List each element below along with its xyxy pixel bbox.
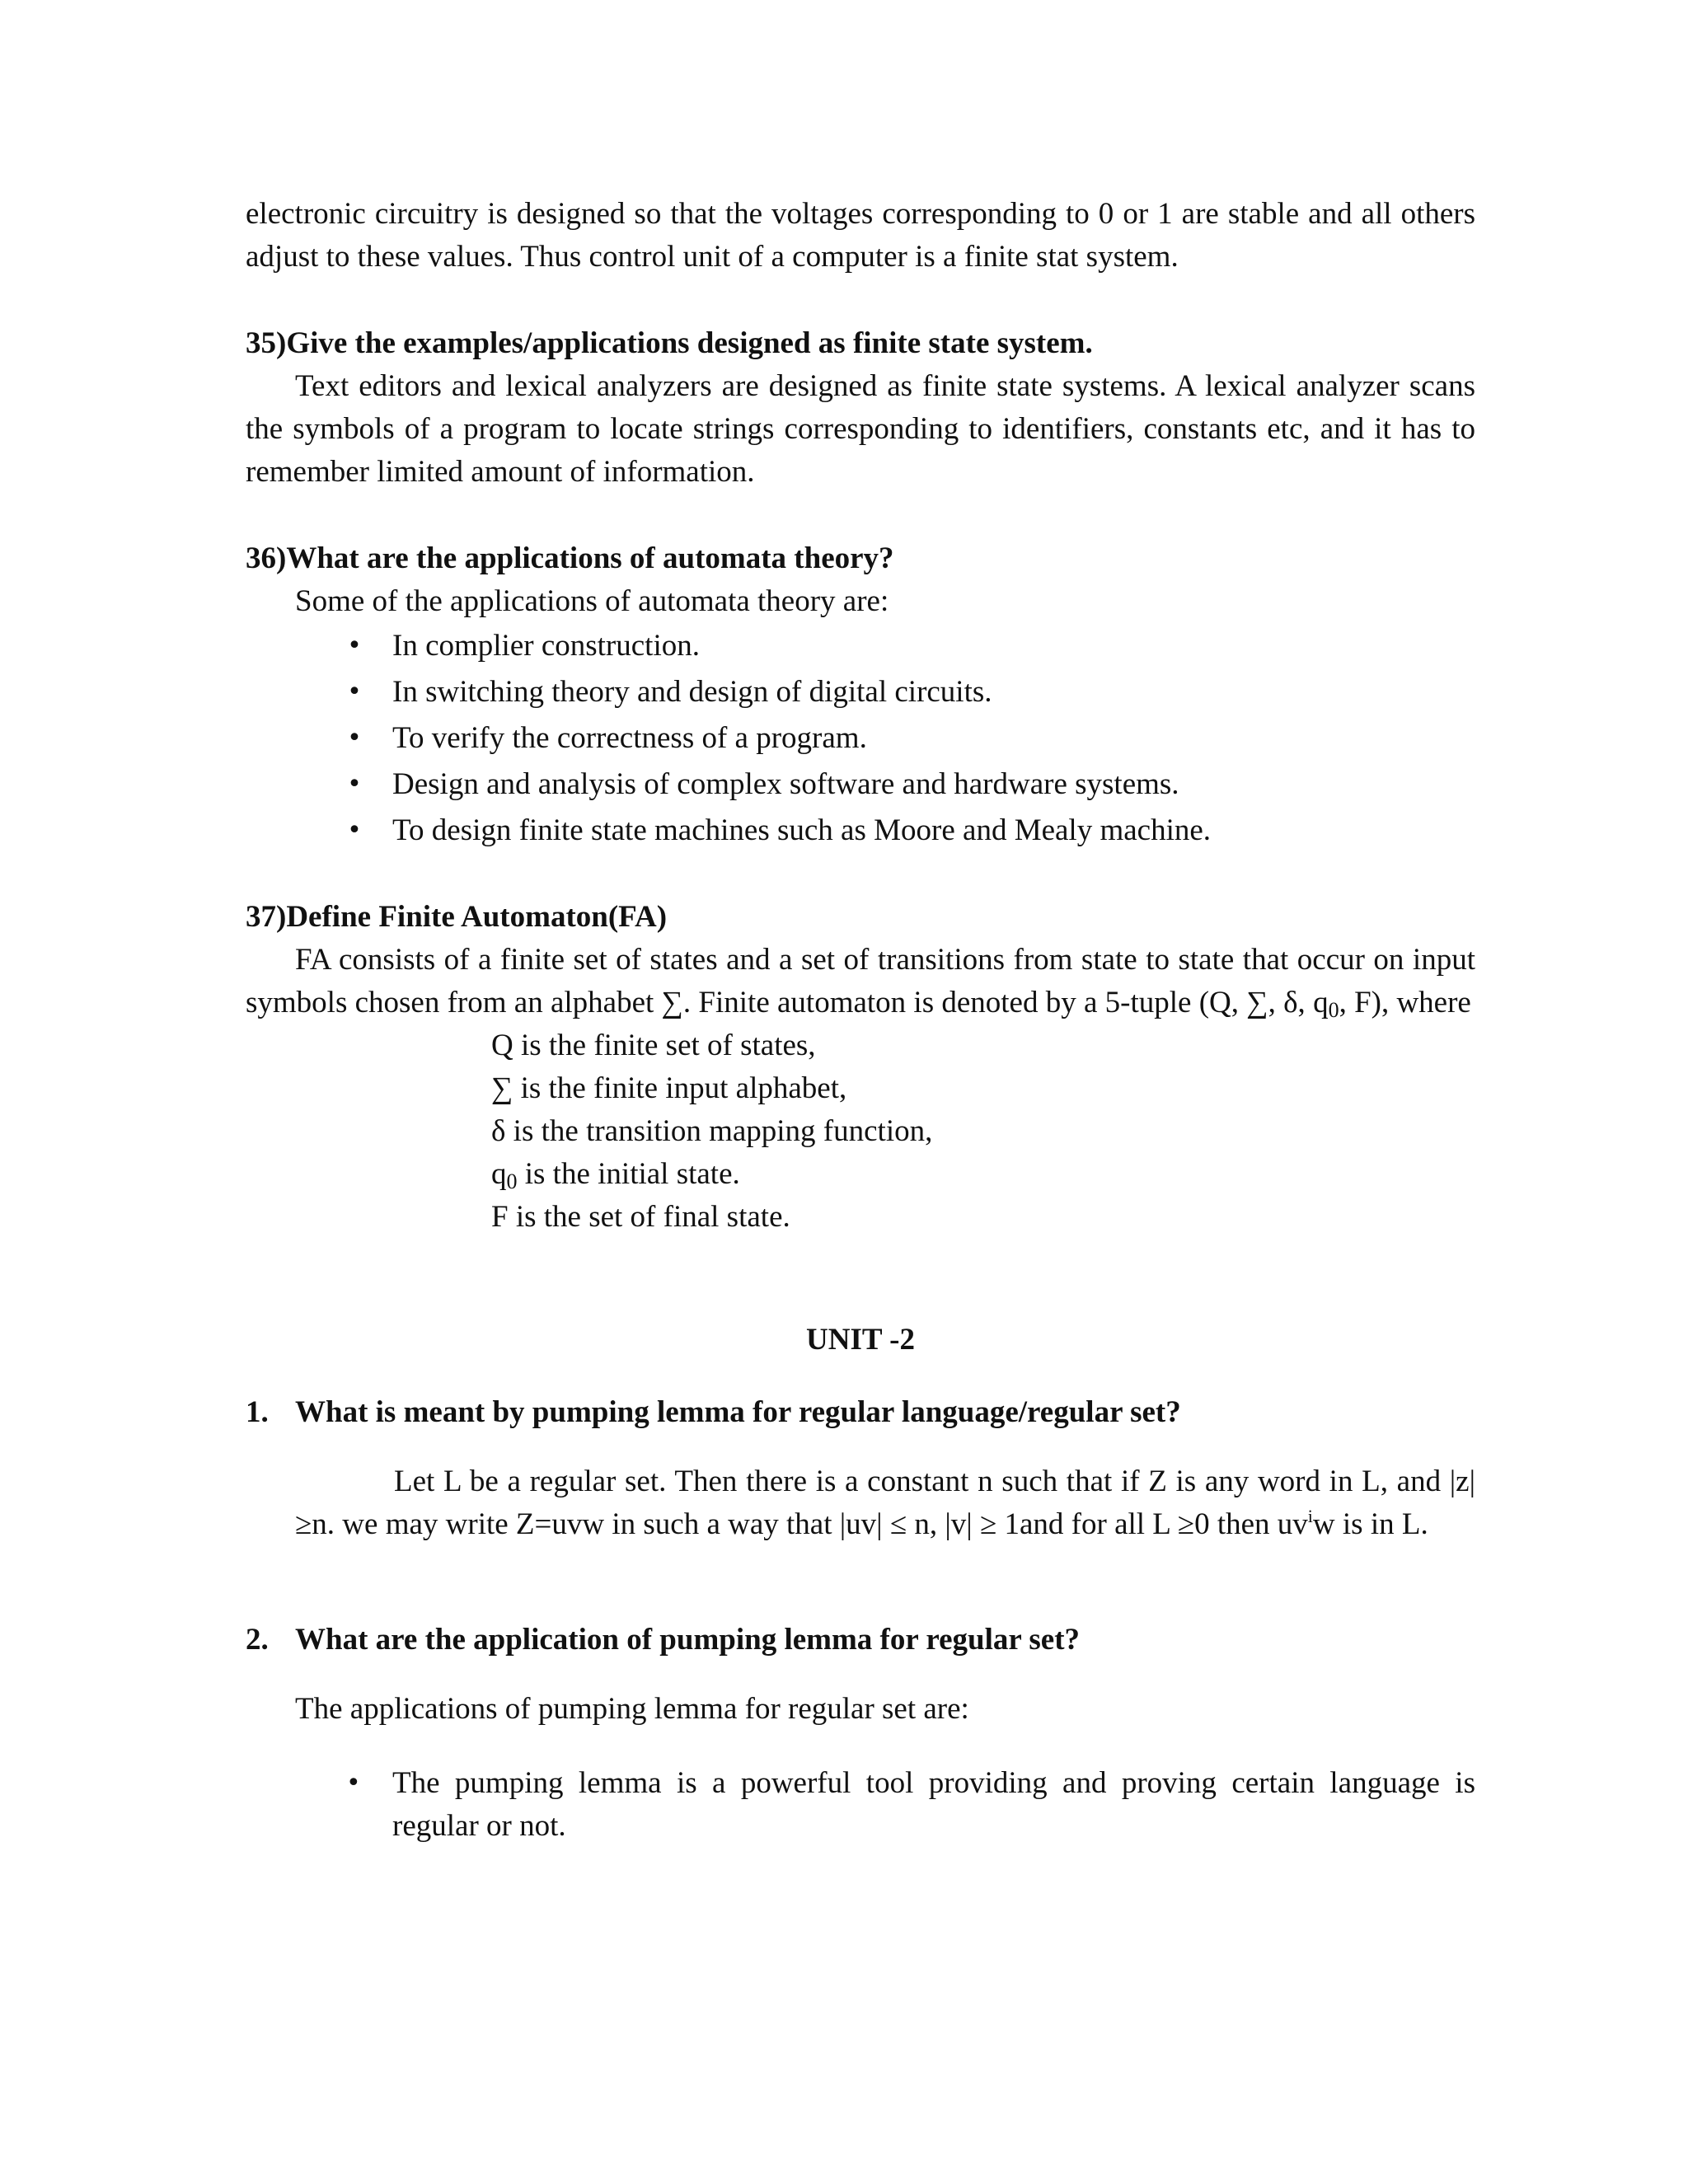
list-item: • The pumping lemma is a powerful tool providing and proving certain language is regular or not.	[392, 1762, 1475, 1848]
list-item: • Design and analysis of complex software and hardware systems.	[392, 762, 1475, 808]
unit2-question-2-heading: 2. What are the application of pumping lemma for regular set?	[246, 1619, 1475, 1661]
definition-line: Q is the finite set of states,	[491, 1029, 816, 1062]
question-number: 1.	[246, 1395, 269, 1429]
definition-line: δ is the transition mapping function,	[491, 1114, 933, 1148]
definition-line: ∑ is the finite input alphabet,	[491, 1071, 847, 1105]
bullet-icon: •	[347, 770, 362, 799]
unit2-question-1-heading: 1. What is meant by pumping lemma for regular language/regular set?	[246, 1391, 1475, 1434]
bullet-icon: •	[347, 631, 362, 660]
question-36	[246, 537, 1475, 854]
unit-heading-block	[246, 1319, 1475, 1361]
question-37-definitions	[491, 1024, 1475, 1239]
list-item: • To verify the correctness of a program.	[392, 715, 1475, 762]
question-37-heading: 37)Define Finite Automaton(FA)	[246, 900, 668, 934]
question-37	[246, 896, 1475, 1239]
bullet-icon: •	[346, 1769, 361, 1797]
question-35-answer: Text editors and lexical analyzers are designed as finite state systems. A lexical analyzer scans the symbols of a program to locate strings corresponding to identifiers, constants etc, and it has to remember limited amount of information.	[246, 369, 1475, 489]
continuation-paragraph: electronic circuitry is designed so that the voltages corresponding to 0 or 1 are stable and all others adjust to these values. Thus control unit of a computer is a finite stat system.	[246, 197, 1475, 274]
bullet-icon: •	[347, 724, 362, 752]
question-35	[246, 322, 1475, 494]
question-35-heading: 35)Give the examples/applications designed as finite state system.	[246, 326, 1093, 360]
definition-line: F is the set of final state.	[491, 1200, 790, 1234]
question-36-heading: 36)What are the applications of automata theory?	[246, 541, 894, 575]
question-36-bullet-list	[246, 623, 1475, 854]
unit-title: UNIT -2	[806, 1323, 915, 1357]
question-36-intro: Some of the applications of automata theory are:	[295, 584, 889, 618]
question-37-answer: FA consists of a finite set of states and a set of transitions from state to state that occur on input symbols chosen from an alphabet ∑. Finite automaton is denoted by a 5-tuple (Q, ∑, δ, $q_0$, F), where	[246, 943, 1475, 1022]
list-item: • In complier construction.	[392, 623, 1475, 669]
list-item: • To design finite state machines such as Moore and Mealy machine.	[392, 808, 1475, 854]
definition-line: $q_0$ is the initial state.	[491, 1157, 740, 1193]
question-number: 2.	[246, 1623, 269, 1657]
continuation-block	[246, 193, 1475, 279]
unit2-question-2-bullet-list	[246, 1762, 1475, 1848]
unit2-question-1-answer: Let L be a regular set. Then there is a constant n such that if Z is any word in L, and |z|≥n. we may write Z=uvw in such a way that |uv| ≤ n, |v| ≥ 1and for all L ≥0 then $uv^iw$ is in L.	[295, 1465, 1475, 1541]
unit2-question-2-intro: The applications of pumping lemma for regular set are:	[295, 1692, 969, 1726]
unit2-question-2	[246, 1619, 1475, 1848]
bullet-icon: •	[347, 816, 362, 845]
bullet-icon: •	[347, 677, 362, 706]
list-item: • In switching theory and design of digital circuits.	[392, 669, 1475, 715]
unit2-question-1	[246, 1391, 1475, 1546]
